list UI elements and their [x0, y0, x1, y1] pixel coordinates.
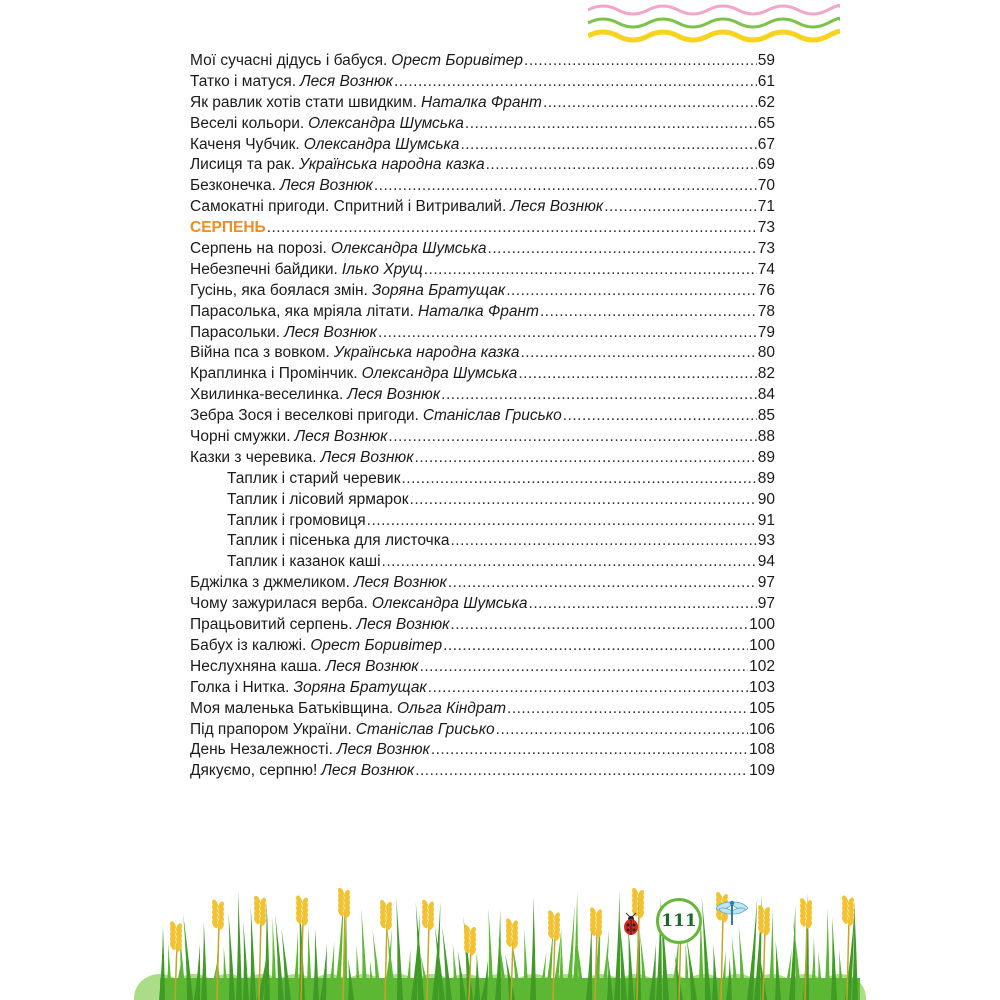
toc-entry-title: Казки з черевика.	[190, 448, 317, 466]
dot-leader	[460, 135, 756, 156]
toc-entry-page: 97	[757, 595, 775, 613]
dot-leader	[450, 615, 748, 636]
toc-entry-page: 73	[757, 219, 775, 237]
toc-entry-title: Краплинка і Промінчик.	[190, 365, 358, 383]
toc-sub-entry	[190, 531, 775, 552]
toc-entry-page: 100	[749, 636, 775, 654]
toc-entry-page: 80	[757, 344, 775, 362]
dot-leader	[431, 740, 748, 761]
toc-entry-page: 82	[757, 365, 775, 383]
toc-entry-author: Зоряна Братущак	[293, 678, 427, 696]
dot-leader	[540, 302, 757, 323]
dot-leader	[367, 511, 757, 532]
toc-entry-title: Серпень на порозі.	[190, 240, 327, 258]
toc-entry-title: Під прапором України.	[190, 720, 352, 738]
toc-entry-title: Дякуємо, серпню!	[190, 762, 318, 780]
toc-entry-title: Неслухняна каша.	[190, 657, 322, 675]
dot-leader	[394, 72, 757, 93]
toc-entry-author: Наталка Франт	[417, 302, 539, 320]
toc-entry-title: Веселі кольори.	[190, 114, 305, 132]
dot-leader	[524, 51, 757, 72]
dot-leader	[518, 364, 756, 385]
toc-entry-page: 61	[757, 72, 775, 90]
toc-entry-title: Бабух із калюжі.	[190, 636, 307, 654]
dot-leader	[496, 720, 748, 741]
dot-leader	[563, 406, 757, 427]
toc-entry-page: 106	[749, 720, 775, 738]
toc-entry-author: Олександра Шумська	[361, 365, 518, 383]
dot-leader	[415, 761, 748, 782]
toc-entry-page: 62	[757, 93, 775, 111]
toc-entry	[190, 427, 775, 448]
toc-entry	[190, 260, 775, 281]
toc-entry-author: Станіслав Грисько	[422, 407, 562, 425]
toc-entry-title: Мої сучасні дідусь і бабуся.	[190, 52, 388, 69]
toc-entry	[190, 678, 775, 699]
toc-entry-author: Зоряна Братущак	[371, 281, 506, 299]
toc-entry-title: Таплик і казанок каші	[227, 553, 381, 571]
toc-entry-author: Наталка Франт	[420, 93, 542, 111]
dot-leader	[428, 678, 748, 699]
toc-entry-page: 89	[757, 448, 775, 466]
toc-entry-title: Працьовитий серпень.	[190, 616, 353, 634]
toc-entry-title: Як равлик хотів стати швидким.	[190, 93, 417, 111]
toc-entry	[190, 740, 775, 761]
toc-entry-author: Леся Вознюк	[321, 762, 415, 780]
toc-entry-page: 91	[757, 511, 775, 529]
ladybug-icon	[620, 912, 642, 936]
toc-entry-author: Леся Вознюк	[325, 657, 419, 675]
toc-entry-page: 108	[749, 741, 775, 759]
toc-entry	[190, 114, 775, 135]
toc-entry-title: Безконечка.	[190, 177, 276, 195]
toc-entry-title: Парасольки.	[190, 323, 281, 341]
toc-entry-title: Моя маленька Батьківщина.	[190, 699, 394, 717]
toc-entry-author: Олександра Шумська	[371, 595, 528, 613]
toc-entry-page: 76	[757, 281, 775, 299]
toc-entry-author: Леся Вознюк	[279, 177, 373, 195]
toc-entry-author: Станіслав Грисько	[355, 720, 495, 738]
page-number: 111	[656, 898, 702, 944]
toc-entry	[190, 302, 775, 323]
dragonfly-icon	[715, 896, 749, 926]
toc-entry-page: 73	[757, 240, 775, 258]
toc-entry	[190, 364, 775, 385]
toc-entry	[190, 155, 775, 176]
dot-leader	[488, 239, 757, 260]
toc-entry	[190, 573, 775, 594]
dot-leader	[415, 448, 757, 469]
toc-entry-author: Леся Вознюк	[294, 428, 388, 446]
toc-entry-author: Леся Вознюк	[347, 386, 441, 404]
toc-entry-title: Татко і матуся.	[190, 72, 297, 90]
dot-leader	[441, 385, 757, 406]
toc-entry-page: 93	[757, 532, 775, 550]
toc-entry-author: Орест Боривітер	[391, 52, 524, 69]
toc-entry-page: 100	[749, 616, 775, 634]
toc-entry	[190, 93, 775, 114]
toc-entry-title: Таплик і лісовий ярмарок	[227, 490, 409, 508]
toc-entry-page: 70	[757, 177, 775, 195]
toc-entry-author: Ілько Хрущ	[341, 260, 423, 278]
toc-entry-author: Олександра Шумська	[308, 114, 464, 132]
toc-entry-page: 94	[757, 553, 775, 571]
grass-and-wheat-icon	[0, 870, 1000, 1000]
toc-entry	[190, 657, 775, 678]
dot-leader	[506, 281, 757, 302]
toc-entry-page: 89	[757, 469, 775, 487]
toc-entry-author: Українська народна казка	[333, 344, 520, 362]
toc-entry-title: Таплик і пісенька для листочка	[227, 532, 450, 550]
toc-entry-author: Леся Вознюк	[320, 448, 414, 466]
toc-entry-page: 74	[757, 260, 775, 278]
toc-entry-title: Хвилинка-веселинка.	[190, 386, 344, 404]
toc-entry-title: Війна пса з вовком.	[190, 344, 330, 362]
toc-entry-page: 65	[757, 114, 775, 132]
toc-entry-author: Леся Вознюк	[510, 198, 604, 216]
toc-entry-title: Таплик і громовиця	[227, 511, 366, 529]
toc-entry	[190, 615, 775, 636]
toc-entry-title: Гусінь, яка боялася змін.	[190, 281, 368, 299]
toc-entry	[190, 761, 775, 782]
toc-entry-author: Леся Вознюк	[336, 741, 430, 759]
toc-entry	[190, 385, 775, 406]
dot-leader	[486, 155, 757, 176]
toc-entry-title: Чому зажурилася верба.	[190, 595, 368, 613]
toc-entry	[190, 323, 775, 344]
dot-leader	[529, 594, 757, 615]
toc-entry-page: 97	[757, 574, 775, 592]
dot-leader	[604, 197, 757, 218]
toc-entry-page: 78	[757, 302, 775, 320]
toc-entry-title: Зебра Зося і веселкові пригоди.	[190, 407, 419, 425]
dot-leader	[448, 573, 757, 594]
toc-entry-author: Ольга Кіндрат	[397, 699, 507, 717]
toc-entry	[190, 239, 775, 260]
toc-entry	[190, 699, 775, 720]
toc-entry-author: Леся Вознюк	[300, 72, 393, 90]
toc-entry	[190, 343, 775, 364]
toc-entry	[190, 594, 775, 615]
toc-entry-page: 69	[757, 156, 775, 174]
dot-leader	[443, 636, 748, 657]
toc-entry-page: 105	[749, 699, 775, 717]
toc-entry-page: 84	[757, 386, 775, 404]
toc-entry-page: 102	[749, 657, 775, 675]
toc-entry-title: Таплик і старий черевик	[227, 469, 401, 487]
toc-entry	[190, 720, 775, 741]
dot-leader	[374, 176, 757, 197]
toc-entry-page: 67	[757, 135, 775, 153]
dot-leader	[401, 469, 756, 490]
dot-leader	[378, 323, 757, 344]
toc-section-heading	[190, 218, 775, 239]
dot-leader	[420, 657, 749, 678]
dot-leader	[388, 427, 756, 448]
toc-entry-page: 88	[757, 428, 775, 446]
toc-entry-author: Олександра Шумська	[303, 135, 460, 153]
dot-leader	[543, 93, 757, 114]
toc-entry-page: 79	[757, 323, 775, 341]
dot-leader	[267, 218, 757, 239]
dot-leader	[465, 114, 757, 135]
toc-entry-author: Леся Вознюк	[353, 574, 447, 592]
dot-leader	[450, 531, 756, 552]
toc-entry-title: Бджілка з джмеликом.	[190, 574, 350, 592]
toc-entry	[190, 135, 775, 156]
toc-entry	[190, 406, 775, 427]
toc-entry	[190, 51, 775, 72]
toc-entry-page: 85	[757, 407, 775, 425]
toc-entry	[190, 176, 775, 197]
toc-entry	[190, 448, 775, 469]
dot-leader	[507, 699, 748, 720]
toc-entry-title: Чорні смужки.	[190, 428, 291, 446]
toc-sub-entry	[190, 490, 775, 511]
toc-entry-title: День Незалежності.	[190, 741, 333, 759]
toc-entry-title: Самокатні пригоди. Спритний і Витривалий.	[190, 198, 507, 216]
toc-entry-page: 71	[757, 198, 775, 216]
toc-entry-page: 103	[749, 678, 775, 696]
dot-leader	[520, 343, 756, 364]
toc-entry-title: Лисиця та рак.	[190, 156, 295, 174]
toc-entry-author: Орест Боривітер	[310, 636, 443, 654]
toc-sub-entry	[190, 469, 775, 490]
dot-leader	[382, 552, 757, 573]
wavy-lines-icon	[588, 0, 840, 46]
toc-entry	[190, 197, 775, 218]
toc-entry	[190, 636, 775, 657]
toc-entry-title: Небезпечні байдики.	[190, 260, 338, 278]
toc-entry-author: Українська народна казка	[299, 156, 485, 174]
toc-entry-title: Голка і Нитка.	[190, 678, 290, 696]
toc-entry-title: Каченя Чубчик.	[190, 135, 300, 153]
table-of-contents	[190, 51, 775, 782]
toc-entry-page: 109	[749, 762, 775, 780]
toc-entry	[190, 72, 775, 93]
toc-entry-page: 59	[757, 52, 775, 69]
toc-sub-entry	[190, 552, 775, 573]
toc-entry-author: Олександра Шумська	[330, 240, 487, 258]
dot-leader	[424, 260, 757, 281]
toc-entry-title: СЕРПЕНЬ	[190, 219, 266, 237]
toc-entry-author: Леся Вознюк	[284, 323, 377, 341]
toc-entry-author: Леся Вознюк	[356, 616, 450, 634]
dot-leader	[410, 490, 757, 511]
toc-entry-title: Парасолька, яка мріяла літати.	[190, 302, 414, 320]
toc-sub-entry	[190, 511, 775, 532]
toc-entry	[190, 281, 775, 302]
toc-entry-page: 90	[757, 490, 775, 508]
